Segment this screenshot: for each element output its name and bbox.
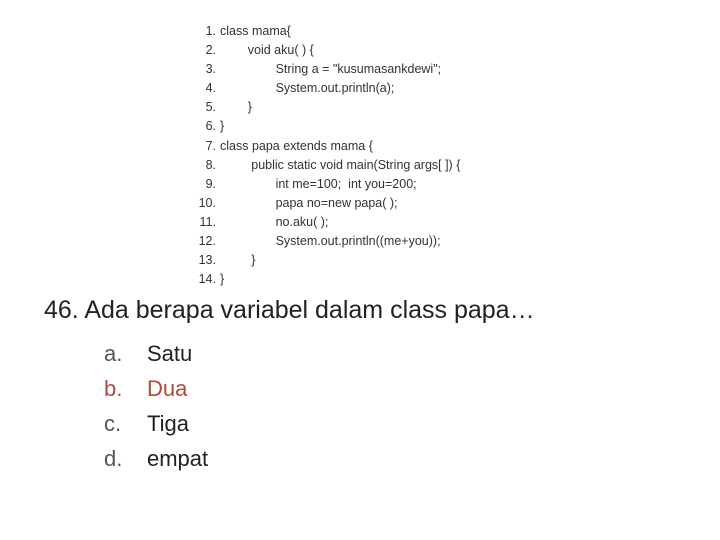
line-number: 12.: [198, 234, 216, 249]
code-line: [196, 194, 486, 213]
option-letter: c.: [104, 411, 122, 436]
line-number: 9.: [205, 176, 216, 191]
code-line: [196, 137, 486, 156]
option-text: Tiga: [147, 411, 189, 436]
line-number: 2.: [205, 43, 216, 58]
code-text: int me=100; int you=200;: [220, 176, 417, 191]
code-text: class papa extends mama {: [220, 138, 373, 153]
code-line: [196, 41, 486, 60]
code-line: [196, 156, 486, 175]
option-text: Dua: [147, 376, 188, 401]
option-letter: d.: [104, 446, 123, 471]
code-line: [196, 213, 486, 232]
code-line: [196, 270, 486, 289]
code-text: void aku( ) {: [220, 43, 314, 58]
option-letter: b.: [104, 376, 123, 401]
code-line: [196, 251, 486, 270]
code-text: }: [220, 253, 256, 268]
code-line: [196, 98, 486, 117]
line-number: 8.: [205, 157, 216, 172]
line-number: 14.: [198, 272, 216, 287]
question-text: 46. Ada berapa variabel dalam class papa…: [44, 296, 535, 324]
code-line: [196, 22, 486, 41]
code-line: [196, 232, 486, 251]
line-number: 4.: [205, 81, 216, 96]
line-number: 7.: [205, 138, 216, 153]
line-number: 11.: [199, 214, 216, 229]
code-text: papa no=new papa( );: [220, 195, 398, 210]
code-listing: [196, 22, 486, 289]
line-number: 1.: [205, 24, 216, 38]
code-line: [196, 79, 486, 98]
code-line: [196, 175, 486, 194]
line-number: 13.: [198, 253, 216, 268]
code-text: no.aku( );: [220, 214, 329, 229]
option-text: Satu: [147, 341, 193, 366]
option-text: empat: [147, 446, 209, 471]
code-text: System.out.println((me+you));: [220, 234, 441, 249]
code-text: }: [220, 100, 252, 115]
line-number: 3.: [205, 62, 216, 77]
option-letter: a.: [104, 341, 123, 366]
line-number: 6.: [205, 119, 216, 134]
code-text: }: [220, 272, 225, 287]
line-number: 10.: [198, 195, 216, 210]
code-line: [196, 60, 486, 79]
code-text: String a = "kusumasankdewi";: [220, 62, 442, 77]
line-number: 5.: [205, 100, 216, 115]
code-text: public static void main(String args[ ]) {: [220, 157, 461, 172]
code-text: }: [220, 119, 225, 134]
code-text: class mama{: [220, 24, 291, 38]
code-text: System.out.println(a);: [220, 81, 395, 96]
code-line: [196, 117, 486, 136]
